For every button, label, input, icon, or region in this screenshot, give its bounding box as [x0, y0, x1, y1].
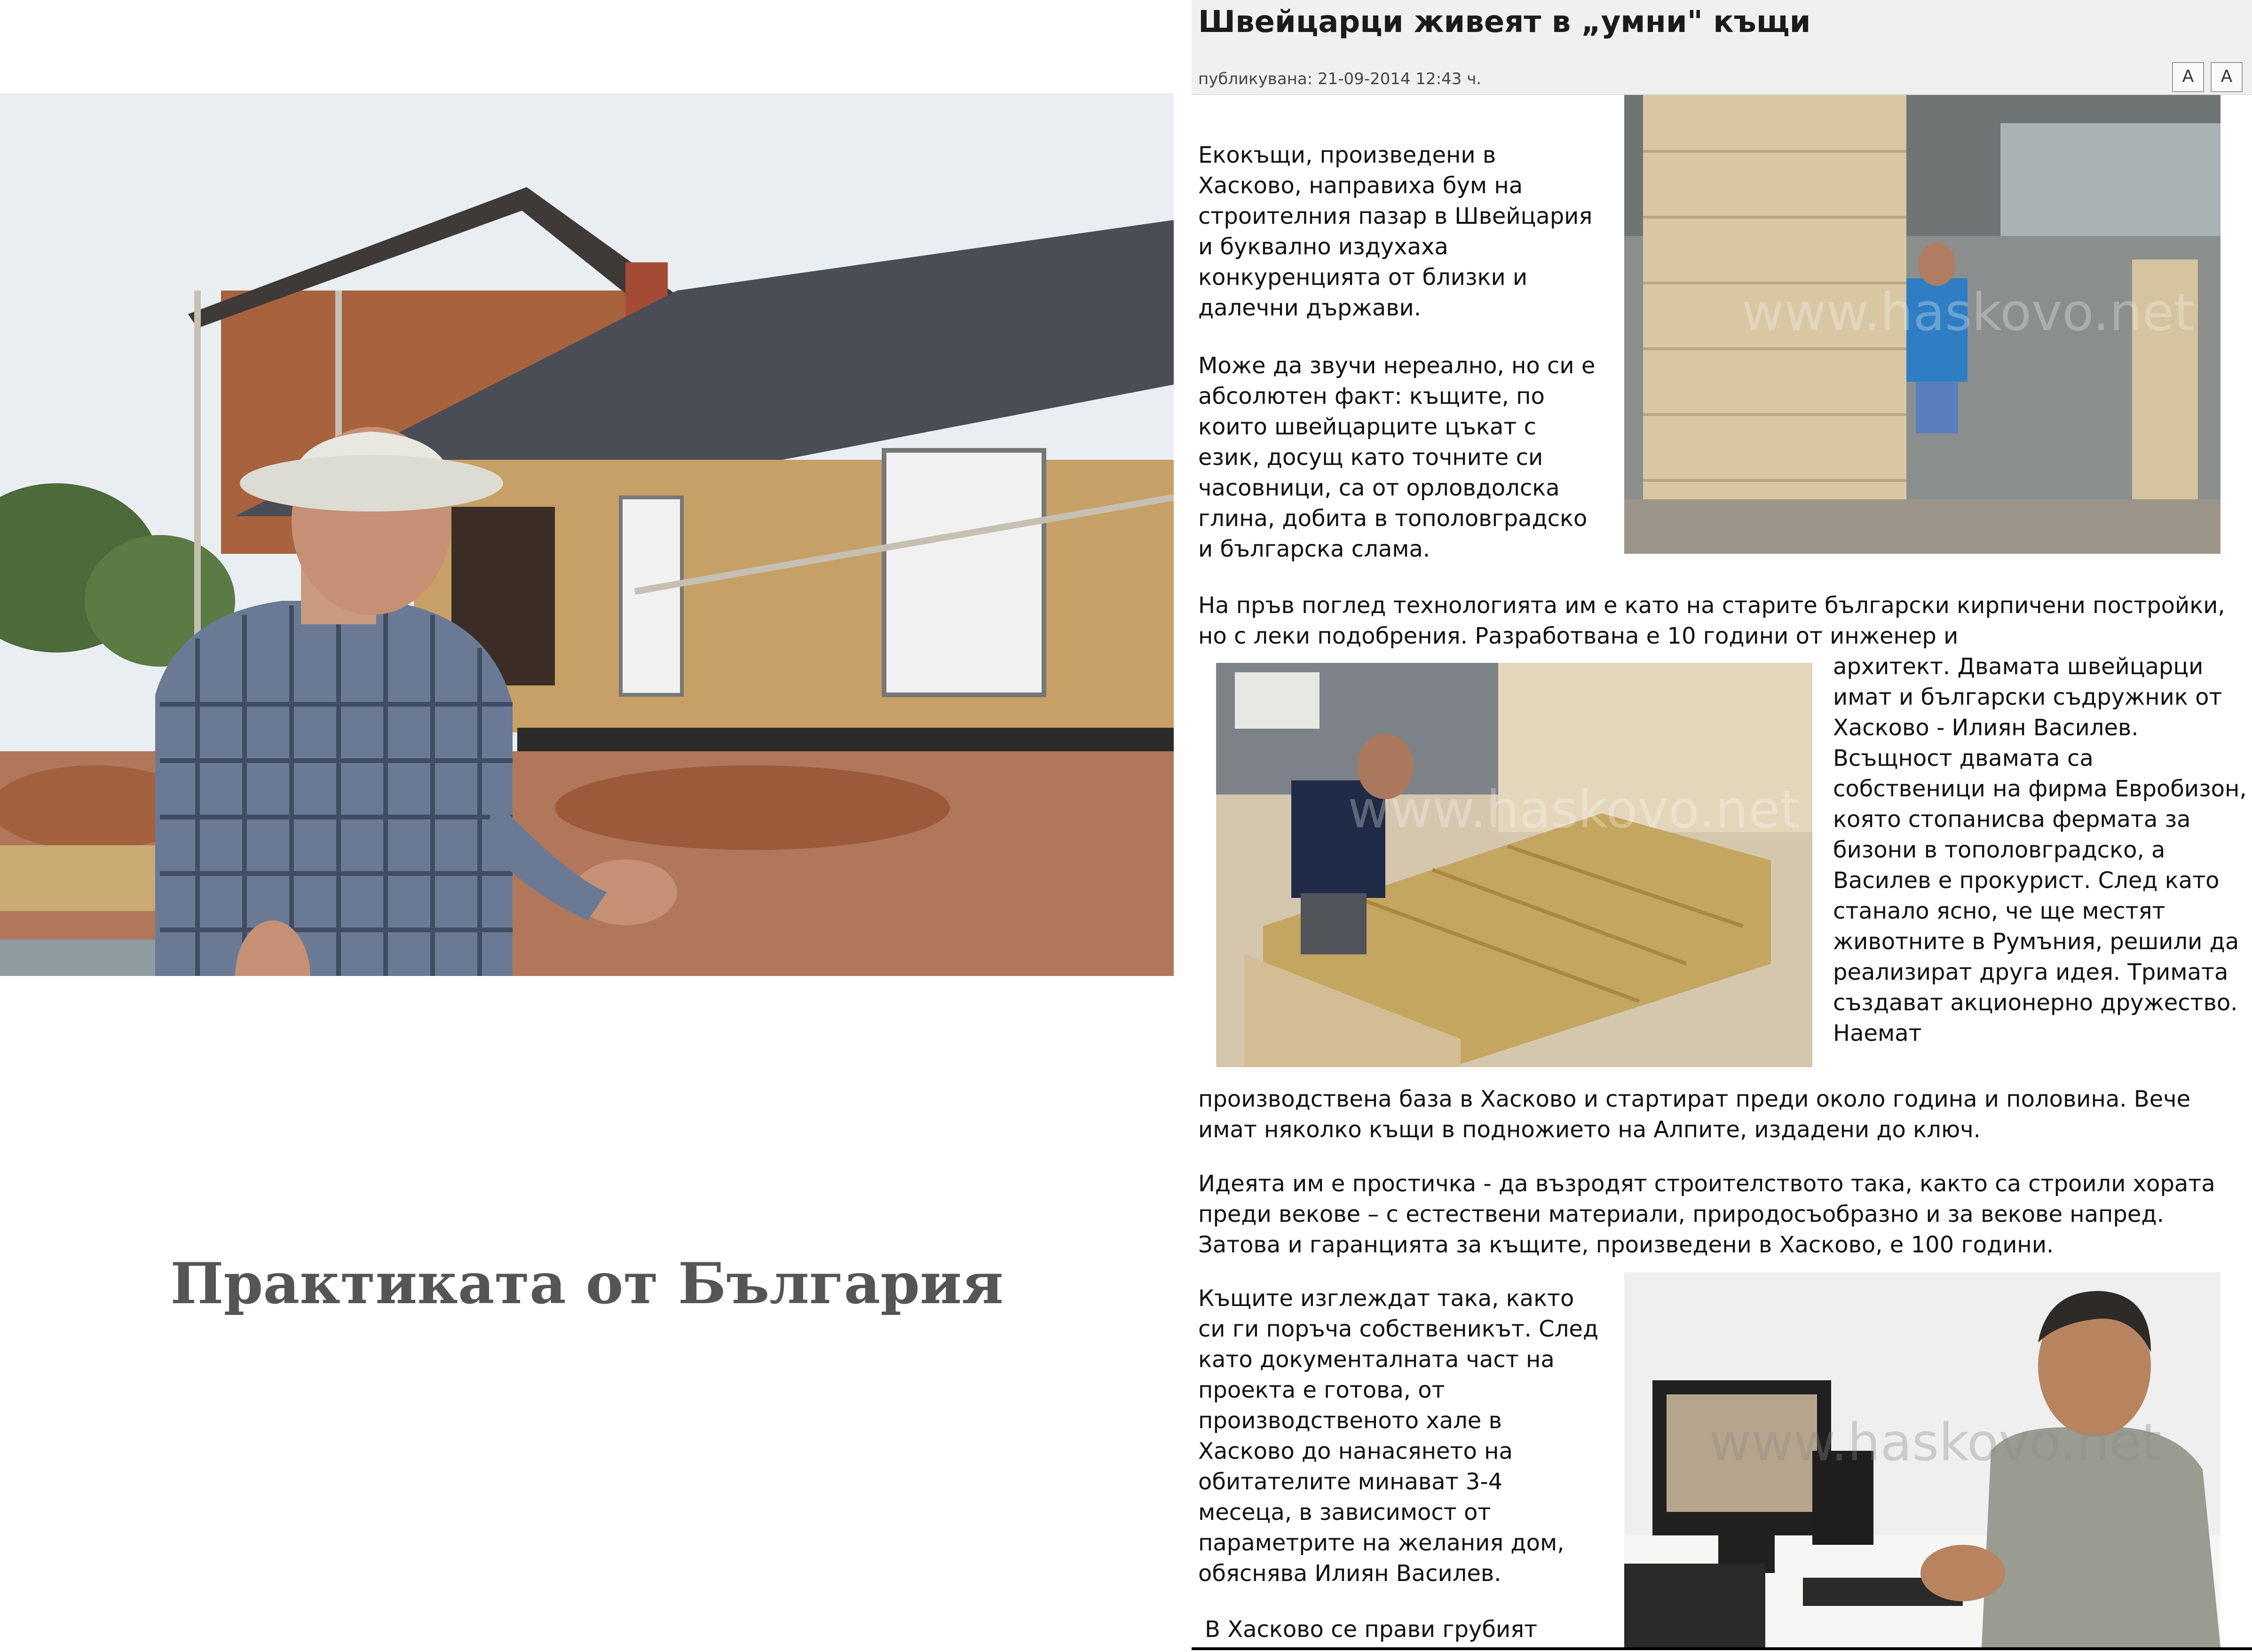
paragraph-7: Къщите изглеждат така, както си ги поръча собственикът. След като документалната част на проекта е готова, от производственото хале в Хасково до нанасянето на обитателите минават 3-4 месеца, в зависимост от параметрите на желания дом, обяснява Илиян Василев. — [1198, 1285, 1599, 1587]
watermark-text: www.haskovo.net — [1742, 282, 2195, 342]
paragraph-1: Екокъщи, произведени в Хасково, направиха бум на строителния пазар в Швейцария и буквално издухаха конкуренцията от близки и далечни държави. — [1198, 142, 1593, 321]
slide-caption: Практиката от България — [170, 1251, 1004, 1317]
photo-man-at-computer — [1624, 1272, 2220, 1647]
paragraph-2: Може да звучи нереално, но си е абсолютен факт: къщите, по които швейцарците цъкат с език, досущ като точните си часовници, са от орловдолска глина, добита в тополовградско и българска слама. — [1198, 353, 1596, 562]
publish-date: публикувана: 21-09-2014 12:43 ч. — [1198, 70, 1482, 88]
paragraph-5: производствена база в Хасково и стартират преди около година и половина. Вече имат няколко къщи в подножието на Алпите, издадени до ключ. — [1198, 1086, 2191, 1143]
font-size-controls — [2172, 62, 2243, 92]
article-headline: Швейцарци живеят в „умни" къщи — [1198, 5, 1811, 39]
paragraph-3: На пръв поглед технологията им е като на старите български кирпичени постройки, но с леки подобрения. Разработвана е 10 години от инженер и — [1198, 592, 2225, 649]
hero-photo — [0, 93, 1174, 976]
bottom-rule — [1192, 1647, 2252, 1650]
font-increase-button[interactable]: A — [2211, 62, 2243, 92]
svg-text:www.haskovo.net: www.haskovo.net — [1348, 779, 1801, 840]
paragraph-6: Идеята им е простичка - да възродят строителството така, както са строили хората преди векове – с естествени материали, природосъобразно и за векове напред. Затова и гаранцията за къщите, произведени в Хасково, е 100 години. — [1198, 1171, 2215, 1258]
photo-straw-panel — [1216, 663, 1812, 1067]
article-clipping — [1192, 0, 2252, 1652]
paragraph-8: В Хасково се прави грубият — [1205, 1616, 1538, 1643]
photo-workshop — [1624, 95, 2220, 554]
paragraph-4: архитект. Двамата швейцарци имат и български съдружник от Хасково - Илиян Василев. Всъщност двамата са собственици на фирма Евробизон, която стопанисва фермата за бизони в тополовградско, а Василев е прокурист. След като станало ясно, че ще местят животните в Румъния, решили да реализират друга идея. Тримата създават акционерно дружество. Наемат — [1833, 653, 2247, 1046]
article-header — [1192, 0, 2252, 95]
svg-text:www.haskovo.net: www.haskovo.net — [1709, 1412, 2162, 1472]
font-decrease-button[interactable]: A — [2172, 62, 2204, 92]
